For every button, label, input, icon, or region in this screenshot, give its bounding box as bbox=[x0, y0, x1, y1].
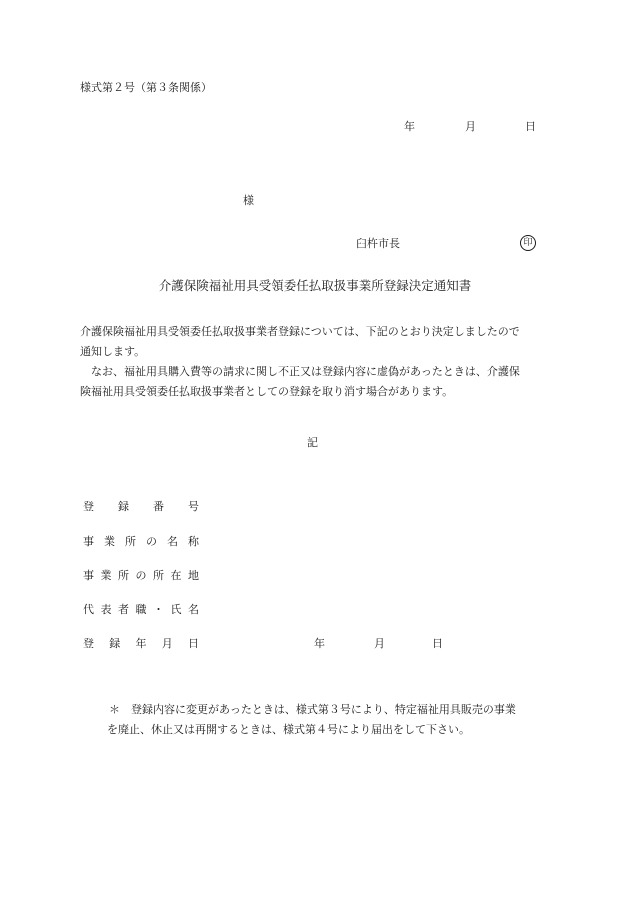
label-char: 登 bbox=[83, 637, 94, 650]
label-char: 代 bbox=[83, 603, 94, 616]
label-char: 業 bbox=[100, 569, 112, 582]
label-char: 所 bbox=[125, 535, 136, 548]
date-month-label: 月 bbox=[465, 120, 476, 133]
footnote bbox=[107, 700, 555, 740]
body-paragraph-1-line-1: 介護保険福祉用具受領委任払取扱事業者登録については、下記のとおり決定しましたので bbox=[80, 325, 520, 338]
label-char: 事 bbox=[83, 535, 94, 548]
registration-date-month: 月 bbox=[374, 637, 385, 650]
label-char: 号 bbox=[188, 500, 199, 513]
label-char: の bbox=[146, 535, 157, 548]
label-char: 録 bbox=[118, 500, 129, 513]
label-char: 録 bbox=[109, 637, 121, 650]
label-char: 表 bbox=[100, 603, 112, 616]
body-paragraph-1-line-2: 通知します。 bbox=[80, 345, 146, 358]
label-char: 所 bbox=[153, 569, 164, 582]
label-char: 事 bbox=[83, 569, 94, 582]
label-char: 者 bbox=[118, 603, 129, 616]
label-char: 番 bbox=[153, 500, 164, 513]
label-char: 名 bbox=[167, 535, 178, 548]
label-char: 日 bbox=[188, 637, 199, 650]
label-char: 年 bbox=[135, 637, 147, 650]
footnote-line-1 bbox=[107, 700, 555, 720]
body-paragraph-2 bbox=[80, 362, 550, 402]
issuer-name: 臼杵市長 bbox=[356, 237, 400, 250]
label-char: 職 bbox=[135, 603, 147, 616]
registration-date-year: 年 bbox=[314, 637, 325, 650]
field-label-registration-date bbox=[83, 638, 199, 649]
date-day-label: 日 bbox=[525, 120, 536, 133]
body-paragraph-2-line-2: 険福祉用具受領委任払取扱事業者としての登録を取り消す場合があります。 bbox=[80, 385, 454, 398]
label-char: 地 bbox=[188, 569, 199, 582]
label-char: ・ bbox=[153, 603, 164, 616]
label-char: 氏 bbox=[170, 603, 182, 616]
label-char: 称 bbox=[188, 535, 199, 548]
date-year-label: 年 bbox=[404, 120, 415, 133]
document-title: 介護保険福祉用具受領委任払取扱事業所登録決定通知書 bbox=[158, 278, 472, 293]
form-number: 様式第２号（第３条関係） bbox=[80, 81, 212, 94]
label-char: 在 bbox=[170, 569, 182, 582]
field-label-business-name bbox=[83, 536, 199, 547]
addressee-suffix: 様 bbox=[243, 194, 254, 207]
asterisk-mark: ＊ bbox=[109, 703, 120, 716]
field-label-business-address bbox=[83, 570, 199, 581]
footnote-text-1: 登録内容に変更があったときは、様式第３号により、特定福祉用具販売の事業 bbox=[131, 703, 516, 716]
field-label-registration-number bbox=[83, 501, 199, 512]
body-paragraph-1 bbox=[80, 322, 550, 362]
label-char: 名 bbox=[188, 603, 199, 616]
registration-date-day: 日 bbox=[432, 637, 443, 650]
footnote-line-2: を廃止、休止又は再開するときは、様式第４号により届出をして下さい。 bbox=[107, 723, 470, 736]
label-char: 業 bbox=[104, 535, 115, 548]
label-char: 月 bbox=[161, 637, 173, 650]
label-char: 登 bbox=[83, 500, 94, 513]
label-char: の bbox=[135, 569, 147, 582]
seal-mark: 印 bbox=[520, 235, 536, 251]
body-paragraph-2-line-1: なお、福祉用具購入費等の請求に関し不正又は登録内容に虚偽があったときは、介護保 bbox=[91, 365, 520, 378]
label-char: 所 bbox=[118, 569, 129, 582]
ki-heading: 記 bbox=[307, 436, 318, 449]
field-label-representative bbox=[83, 604, 199, 615]
